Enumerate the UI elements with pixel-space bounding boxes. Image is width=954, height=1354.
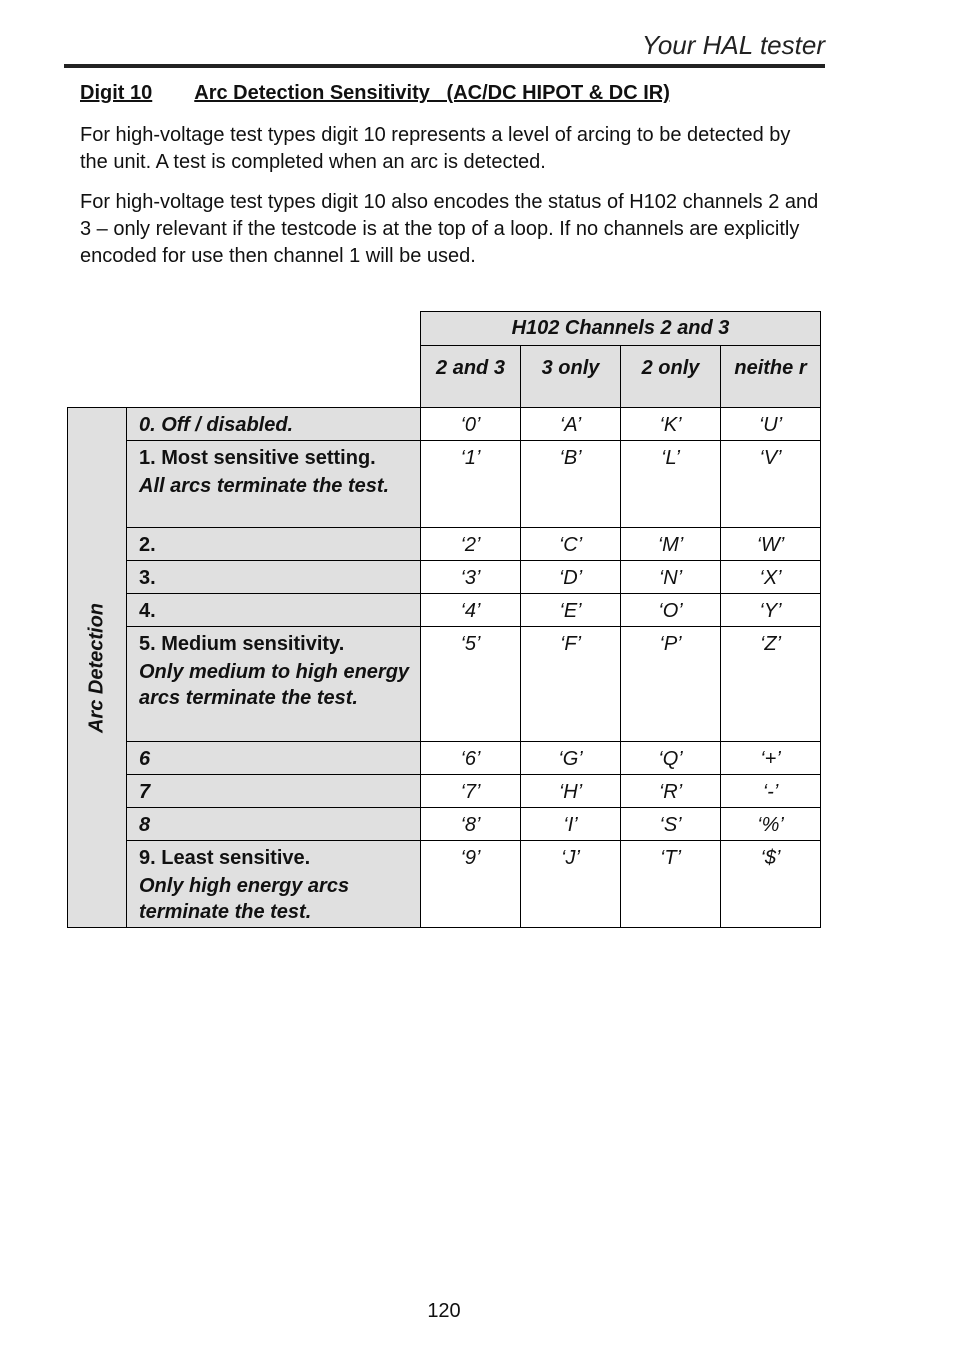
code-cell: ‘+’: [721, 742, 821, 775]
sensitivity-level-cell: [127, 441, 421, 528]
code-cell: ‘B’: [521, 441, 621, 528]
table-row: [68, 408, 821, 441]
table-row: [68, 594, 821, 627]
table-row: [68, 561, 821, 594]
code-cell: ‘E’: [521, 594, 621, 627]
sensitivity-level-label: 7: [139, 781, 151, 803]
sensitivity-level-cell: [127, 408, 421, 441]
code-cell: ‘5’: [421, 627, 521, 742]
code-cell: ‘A’: [521, 408, 621, 441]
sensitivity-level-cell: [127, 561, 421, 594]
code-cell: ‘M’: [621, 528, 721, 561]
code-cell: ‘K’: [621, 408, 721, 441]
code-cell: ‘W’: [721, 528, 821, 561]
sensitivity-level-note: Only high energy arcs terminate the test.: [139, 875, 350, 923]
code-cell: ‘%’: [721, 808, 821, 841]
sensitivity-level-label: 6: [139, 748, 151, 770]
row-group-label-cell: [68, 408, 127, 928]
table-row: [68, 627, 821, 742]
code-cell: ‘1’: [421, 441, 521, 528]
sensitivity-level-label: 5. Medium sensitivity.: [139, 633, 345, 655]
code-cell: ‘U’: [721, 408, 821, 441]
sensitivity-level-cell: [127, 627, 421, 742]
section-heading: [80, 82, 670, 105]
code-cell: ‘P’: [621, 627, 721, 742]
row-group-label: Arc Detection: [85, 602, 108, 733]
sensitivity-level-note: All arcs terminate the test.: [139, 475, 390, 497]
sensitivity-level-cell: [127, 528, 421, 561]
column-header: 3 only: [521, 346, 621, 408]
code-cell: ‘9’: [421, 841, 521, 928]
column-header: 2 and 3: [421, 346, 521, 408]
sensitivity-level-label: 2.: [139, 534, 156, 556]
code-cell: ‘Y’: [721, 594, 821, 627]
code-cell: ‘6’: [421, 742, 521, 775]
column-header: neithe r: [721, 346, 821, 408]
sensitivity-level-note: Only medium to high energy arcs terminate the test.: [139, 661, 410, 709]
header-rule: [64, 64, 825, 68]
table-row: [68, 808, 821, 841]
sensitivity-level-label: 3.: [139, 567, 156, 589]
code-cell: ‘T’: [621, 841, 721, 928]
page-number: 120: [427, 1300, 461, 1322]
code-cell: ‘7’: [421, 775, 521, 808]
arc-detection-table: [67, 311, 821, 928]
sensitivity-level-cell: [127, 841, 421, 928]
sensitivity-level-cell: [127, 742, 421, 775]
code-cell: ‘$’: [721, 841, 821, 928]
table-corner-blank: [68, 312, 421, 408]
sensitivity-level-label: 9. Least sensitive.: [139, 847, 311, 869]
header-title: Your HAL tester: [641, 30, 825, 60]
code-cell: ‘S’: [621, 808, 721, 841]
digit-label: Digit 10: [80, 82, 153, 104]
code-cell: ‘4’: [421, 594, 521, 627]
code-cell: ‘H’: [521, 775, 621, 808]
code-cell: ‘C’: [521, 528, 621, 561]
code-cell: ‘J’: [521, 841, 621, 928]
table-row: [68, 841, 821, 928]
sensitivity-level-label: 1. Most sensitive setting.: [139, 447, 376, 469]
sensitivity-level-cell: [127, 594, 421, 627]
code-cell: ‘N’: [621, 561, 721, 594]
sensitivity-level-cell: [127, 775, 421, 808]
sensitivity-level-label: 0. Off / disabled.: [139, 414, 294, 436]
code-cell: ‘V’: [721, 441, 821, 528]
code-cell: ‘O’: [621, 594, 721, 627]
code-cell: ‘Q’: [621, 742, 721, 775]
intro-paragraph: For high-voltage test types digit 10 represents a level of arcing to be detected by the unit. A test is completed when an arc is detected.: [80, 124, 791, 173]
channels-paragraph: For high-voltage test types digit 10 also encodes the status of H102 channels 2 and 3 – only relevant if the testcode is at the top of a loop. If no channels are explicitly encoded for use then channel 1 will be used.: [80, 191, 819, 267]
code-cell: ‘-’: [721, 775, 821, 808]
table-row: [68, 775, 821, 808]
code-cell: ‘0’: [421, 408, 521, 441]
code-cell: ‘3’: [421, 561, 521, 594]
code-cell: ‘F’: [521, 627, 621, 742]
code-cell: ‘I’: [521, 808, 621, 841]
section-title: Arc Detection Sensitivity (AC/DC HIPOT & DC IR): [194, 82, 670, 104]
table-group-header-row: [68, 312, 821, 346]
code-cell: ‘D’: [521, 561, 621, 594]
code-cell: ‘8’: [421, 808, 521, 841]
code-cell: ‘2’: [421, 528, 521, 561]
code-cell: ‘Z’: [721, 627, 821, 742]
table-row: [68, 742, 821, 775]
code-cell: ‘L’: [621, 441, 721, 528]
code-cell: ‘R’: [621, 775, 721, 808]
column-header: 2 only: [621, 346, 721, 408]
sensitivity-level-cell: [127, 808, 421, 841]
channels-group-header: H102 Channels 2 and 3: [421, 312, 821, 346]
sensitivity-level-label: 8: [139, 814, 151, 836]
sensitivity-level-label: 4.: [139, 600, 156, 622]
code-cell: ‘G’: [521, 742, 621, 775]
table-row: [68, 528, 821, 561]
table-row: [68, 441, 821, 528]
code-cell: ‘X’: [721, 561, 821, 594]
